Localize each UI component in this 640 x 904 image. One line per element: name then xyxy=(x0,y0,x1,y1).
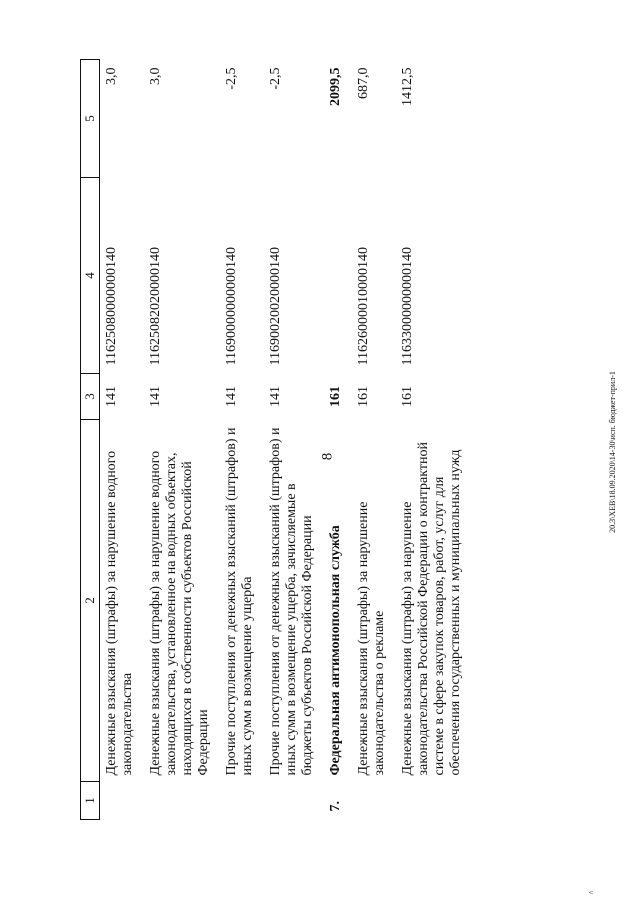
row-number xyxy=(396,782,472,820)
row-budget-code: 11633000000000140 xyxy=(400,247,415,366)
document-code: 20.3\ХЕВ\18.09.2020\14-30\исп. бюджет-прил-1 xyxy=(608,371,617,533)
row-name: Денежные взыскания (штрафы) за нарушение водного законодательства, установленное на водных объектах, находящихся в собственности субъектов Российской Федерации xyxy=(148,450,211,776)
row-budget-code: 11690020020000140 xyxy=(268,247,283,366)
corner-mark: ^ xyxy=(587,890,597,895)
row-budget-code: 11626000010000140 xyxy=(356,247,371,366)
row-value: 2099,5 xyxy=(328,67,343,106)
table-header xyxy=(81,60,100,820)
table-row xyxy=(220,60,264,820)
row-value: -2,5 xyxy=(268,67,283,90)
table-row xyxy=(144,60,220,820)
table-row xyxy=(324,60,352,820)
row-number xyxy=(264,782,324,820)
table-row xyxy=(352,60,396,820)
row-name: Денежные взыскания (штрафы) за нарушение законодательства Российской Федерации о контрактной системе в сфере закупок товаров, работ, услуг для обеспечения государственных и муниципальных нужд xyxy=(400,442,463,776)
row-admin-code: 161 xyxy=(400,386,415,407)
table-body xyxy=(100,60,473,820)
row-value: 3,0 xyxy=(148,67,163,85)
budget-table-container xyxy=(80,60,560,820)
table-row xyxy=(396,60,472,820)
row-name: Денежные взыскания (штрафы) за нарушение законодательства о рекламе xyxy=(356,501,387,776)
row-value: -2,5 xyxy=(224,67,239,90)
row-budget-code: 11625080000000140 xyxy=(104,247,119,366)
row-budget-code: 11625082020000140 xyxy=(148,247,163,366)
row-admin-code: 141 xyxy=(148,386,163,407)
row-name: Федеральная антимонопольная служба xyxy=(328,525,343,776)
row-admin-code: 141 xyxy=(268,386,283,407)
row-value: 687,0 xyxy=(356,67,371,99)
table-row xyxy=(264,60,324,820)
header-col-4: 4 xyxy=(81,178,100,374)
row-value: 1412,5 xyxy=(400,67,415,106)
row-name: Прочие поступления от денежных взысканий (штрафов) и иных сумм в возмещение ущерба xyxy=(224,427,255,776)
header-col-5: 5 xyxy=(81,60,100,178)
row-admin-code: 141 xyxy=(224,386,239,407)
row-number: 7. xyxy=(328,801,343,812)
header-col-3: 3 xyxy=(81,374,100,420)
row-admin-code: 141 xyxy=(104,386,119,407)
page-number: 8 xyxy=(319,452,336,461)
budget-revenue-table xyxy=(80,59,472,820)
row-number xyxy=(100,782,145,820)
row-number xyxy=(352,782,396,820)
table-row xyxy=(100,60,145,820)
row-admin-code: 161 xyxy=(328,386,343,407)
row-number xyxy=(144,782,220,820)
row-name: Денежные взыскания (штрафы) за нарушение водного законодательства xyxy=(104,450,135,776)
row-budget-code xyxy=(324,178,352,374)
row-value: 3,0 xyxy=(104,67,119,85)
row-number xyxy=(220,782,264,820)
header-col-2: 2 xyxy=(81,420,100,782)
row-admin-code: 161 xyxy=(356,386,371,407)
row-budget-code: 11690000000000140 xyxy=(224,247,239,366)
row-name: Прочие поступления от денежных взысканий (штрафов) и иных сумм в возмещение ущерба, зачисляемые в бюджеты субъектов Российской Федерации xyxy=(268,427,315,776)
header-col-1: 1 xyxy=(81,782,100,820)
